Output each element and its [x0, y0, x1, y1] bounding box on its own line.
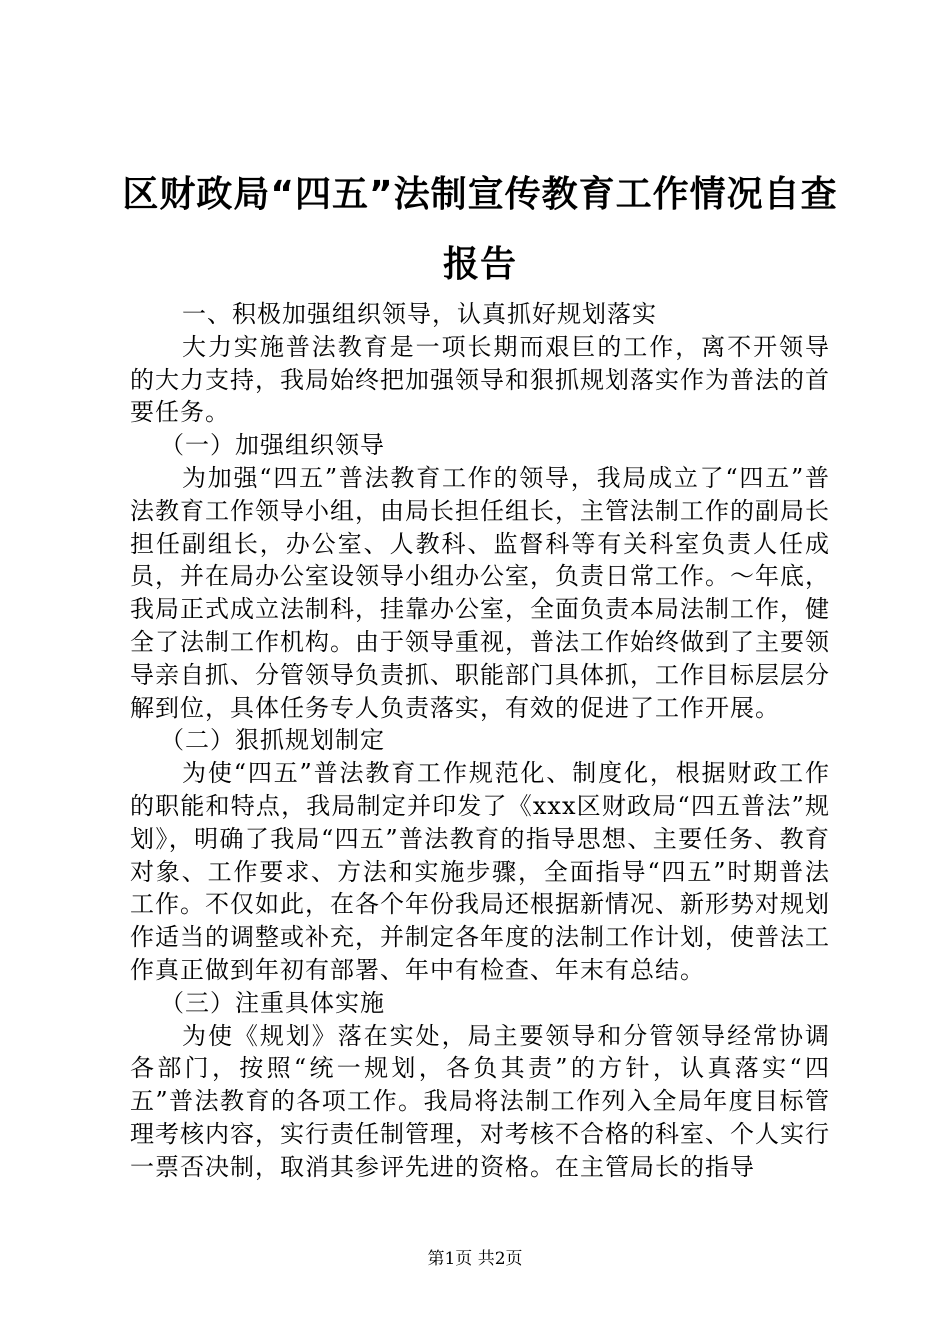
document-body — [130, 298, 830, 1184]
subsection-heading: （一）加强组织领导 — [160, 431, 385, 460]
page-footer: 第1页 共2页 — [427, 1249, 523, 1269]
body-paragraph: 为使“四五”普法教育工作规范化、制度化，根据财政工作的职能和特点，我局制定并印发了《xxx区财政局“四五普法”规划》，明确了我局“四五”普法教育的指导思想、主要任务、教育对象、工作要求、方法和实施步骤，全面指导“四五”时期普法工作。不仅如此，在各个年份我局还根据新情况、新形势对规划作适当的调整或补充，并制定各年度的法制工作计划，使普法工作真正做到年初有部署、年中有检查、年末有总结。 — [130, 759, 830, 984]
body-paragraph: 为使《规划》落在实处，局主要领导和分管领导经常协调各部门，按照“统一规划，各负其责”的方针，认真落实“四五”普法教育的各项工作。我局将法制工作列入全局年度目标管理考核内容，实行责任制管理，对考核不合格的科室、个人实行一票否决制，取消其参评先进的资格。在主管局长的指导 — [130, 1021, 830, 1181]
body-paragraph: 大力实施普法教育是一项长期而艰巨的工作，离不开领导的大力支持，我局始终把加强领导和狠抓规划落实作为普法的首要任务。 — [130, 332, 830, 427]
body-paragraph: 为加强“四五”普法教育工作的领导，我局成立了“四五”普法教育工作领导小组，由局长担任组长，主管法制工作的副局长担任副组长，办公室、人教科、监督科等有关科室负责人任成员，并在局办公室设领导小组办公室，负责日常工作。～年底，我局正式成立法制科，挂靠办公室，全面负责本局法制工作，健全了法制工作机构。由于领导重视，普法工作始终做到了主要领导亲自抓、分管领导负责抓、职能部门具体抓，工作目标层层分解到位，具体任务专人负责落实，有效的促进了工作开展。 — [130, 463, 830, 722]
subsection-heading: （二）狠抓规划制定 — [160, 726, 385, 755]
subsection-heading: （三）注重具体实施 — [160, 988, 385, 1017]
document-title: 区财政局“四五”法制宣传教育工作情况自查报告 — [122, 174, 838, 285]
section-heading: 一、积极加强组织领导，认真抓好规划落实 — [182, 300, 657, 328]
